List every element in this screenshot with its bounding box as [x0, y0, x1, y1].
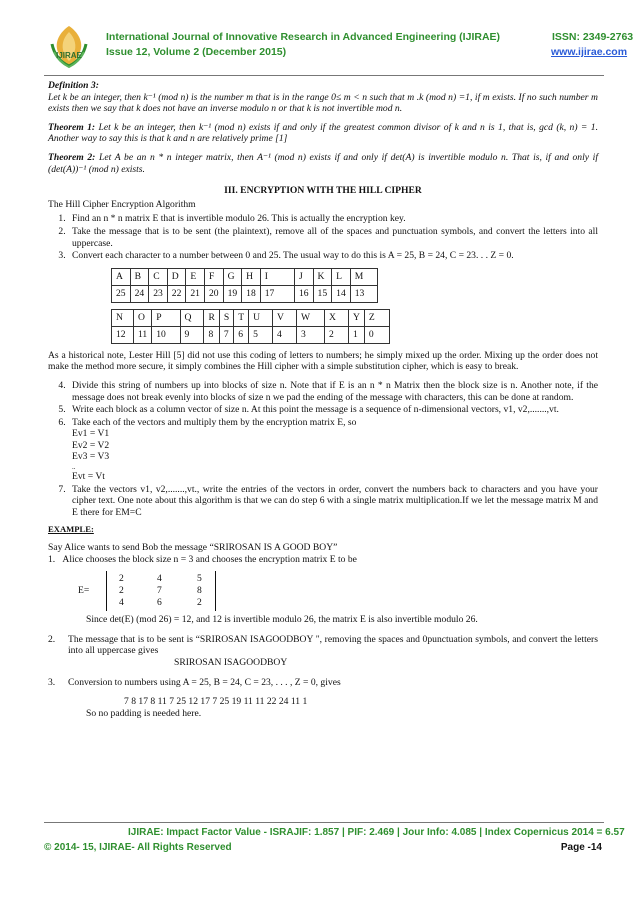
table-cell: 22 — [167, 285, 186, 302]
table-cell: 15 — [313, 285, 332, 302]
table-cell: 11 — [133, 326, 151, 343]
algorithm-step-3: 3. Convert each character to a number between 0 and 25. The usual way to do this is A = 25, B = 24, C = 23. . . Z = 0. — [68, 250, 598, 262]
table-cell: H — [242, 268, 261, 285]
issue-info: Issue 12, Volume 2 (December 2015) — [106, 46, 287, 58]
table-row — [112, 268, 378, 285]
issn: ISSN: 2349-2763 — [552, 31, 634, 43]
table-cell: 17 — [260, 285, 294, 302]
copyright: © 2014- 15, IJIRAE- All Rights Reserved — [44, 842, 232, 853]
table-row — [112, 285, 378, 302]
table-row — [112, 326, 390, 343]
table-cell: 9 — [180, 326, 204, 343]
matrix-label: E= — [78, 585, 90, 597]
table-cell: 7 — [219, 326, 233, 343]
table-cell: 0 — [364, 326, 389, 343]
table-cell: J — [294, 268, 313, 285]
matrix-brackets — [106, 571, 216, 611]
example-intro: Say Alice wants to send Bob the message “SRIROSAN IS A GOOD BOY” — [48, 542, 338, 554]
algorithm-step-6-text: Take each of the vectors and multiply them by the encryption matrix E, so — [72, 416, 357, 428]
table-cell: 24 — [130, 285, 149, 302]
table-cell: 14 — [332, 285, 351, 302]
table-cell: U — [249, 309, 273, 326]
matrix-cell: 2 — [119, 573, 124, 585]
table-cell: 21 — [186, 285, 205, 302]
table-cell: O — [133, 309, 151, 326]
determinant-note: Since det(E) (mod 26) = 12, and 12 is invertible modulo 26, the matrix E is also invertible modulo 26. — [86, 614, 478, 626]
article-body — [48, 80, 598, 719]
table-cell: 5 — [249, 326, 273, 343]
table-cell: S — [219, 309, 233, 326]
table-cell: W — [296, 309, 324, 326]
historical-note: As a historical note, Lester Hill [5] did not use this coding of letters to numbers; he simply mixed up the order. Mixing up the order does not make the method more secure, it simply combines the Hill cipher with a simple substitution cipher, which is easy to break. — [48, 349, 598, 373]
table-cell: 19 — [223, 285, 242, 302]
item-number: 1. — [48, 553, 56, 565]
page-number: Page -14 — [560, 842, 602, 853]
uppercase-result: SRIROSAN ISAGOODBOY — [174, 657, 288, 668]
table-cell: R — [204, 309, 219, 326]
table-cell: E — [186, 268, 205, 285]
table-cell: 12 — [112, 326, 134, 343]
table-cell: V — [273, 309, 297, 326]
table-cell: K — [313, 268, 332, 285]
journal-title-line — [106, 31, 634, 43]
definition-3 — [48, 80, 598, 115]
letter-table-2-wrap — [48, 309, 598, 344]
item-number: 3. — [48, 676, 56, 688]
table-cell: 4 — [273, 326, 297, 343]
table-cell: I — [260, 268, 294, 285]
theorem-2-label: Theorem 2: — [48, 151, 96, 163]
table-cell: T — [234, 309, 249, 326]
table-cell: N — [112, 309, 134, 326]
table-cell: F — [204, 268, 223, 285]
encryption-matrix — [48, 571, 598, 611]
table-cell: 1 — [348, 326, 364, 343]
theorem-1-text: Let k be an integer, then k⁻¹ (mod n) exists if and only if the greatest common divisor of k and n is 1, that is, gcd (k, n) = 1. Another way to say this is that k and n are relatively prime [1] — [48, 121, 598, 145]
table-cell: Y — [348, 309, 364, 326]
letter-number-table-a-m — [111, 268, 378, 303]
example-item-2 — [48, 634, 598, 657]
example-item-1 — [48, 554, 598, 566]
theorem-1 — [48, 122, 598, 145]
algorithm-step-7: 7. Take the vectors v1, v2,.......,vt., write the entries of the vectors in order, convert the numbers back to characters and you have your cipher text. One note about this algorithm is that we can do step 6 with a single matrix multiplication.If we let the message matrix M and E there for EM=C — [68, 484, 598, 519]
table-cell: 2 — [325, 326, 349, 343]
matrix-cell: 5 — [197, 573, 202, 585]
table-cell: Q — [180, 309, 204, 326]
padding-note: So no padding is needed here. — [86, 707, 202, 719]
table-cell: C — [149, 268, 168, 285]
footer-bottom-line — [44, 842, 602, 853]
table-cell: 3 — [296, 326, 324, 343]
journal-logo-icon — [44, 22, 94, 72]
svg-text:IJIRAE: IJIRAE — [56, 51, 82, 60]
example-item-3-text: Conversion to numbers using A = 25, B = 24, C = 23, . . . , Z = 0, gives — [68, 676, 341, 688]
algorithm-step-6 — [68, 417, 598, 483]
section-title: III. ENCRYPTION WITH THE HILL CIPHER — [224, 185, 422, 197]
algorithm-steps-4-7 — [48, 380, 598, 519]
theorem-2-text: Let A be an n * n integer matrix, then A⁻¹ (mod n) exists if and only if det(A) is invertible modulo n. That is, if and only if (det(A))⁻¹ (mod n) exists. — [48, 151, 598, 175]
equation-ellipsis: .. — [72, 463, 76, 472]
table-cell: 13 — [350, 285, 378, 302]
algorithm-step-2: 2. Take the message that is to be sent (the plaintext), remove all of the spaces and punctuation symbols, and convert the letters into all uppercase. — [68, 226, 598, 249]
algorithm-title: The Hill Cipher Encryption Algorithm — [48, 198, 196, 210]
impact-factor-line: IJIRAE: Impact Factor Value - ISRAJIF: 1.857 | PIF: 2.469 | Jour Info: 4.085 | Index Copernicus 2014 = 6.57 — [128, 827, 625, 838]
algorithm-steps-1-3 — [48, 213, 598, 261]
journal-header — [44, 22, 634, 74]
table-cell: 20 — [204, 285, 223, 302]
equation-line: Ev2 = V2 — [72, 439, 110, 451]
item-number: 2. — [48, 633, 56, 645]
table-cell: 8 — [204, 326, 219, 343]
journal-url-link[interactable]: www.ijirae.com — [551, 46, 628, 58]
definition-3-title: Definition 3: — [48, 80, 99, 91]
table-cell: B — [130, 268, 149, 285]
table-cell: D — [167, 268, 186, 285]
table-cell: G — [223, 268, 242, 285]
table-cell: X — [325, 309, 349, 326]
table-cell: 6 — [234, 326, 249, 343]
footer-divider — [44, 822, 604, 823]
table-cell: 25 — [112, 285, 131, 302]
table-cell: Z — [364, 309, 389, 326]
equation-line: Ev1 = V1 — [72, 428, 110, 440]
table-row — [112, 309, 390, 326]
matrix-cell: 2 — [119, 585, 124, 597]
algorithm-step-5: 5. Write each block as a column vector of size n. At this point the message is a sequence of n-dimensional vectors, v1, v2,.......,vt. — [68, 404, 598, 416]
matrix-cell: 7 — [157, 585, 162, 597]
table-cell: 18 — [242, 285, 261, 302]
example-item-2-text: The message that is to be sent is “SRIROSAN ISAGOODBOY ", removing the spaces and 0punctuation symbols, and convert the letters into all uppercase gives — [68, 633, 598, 657]
table-cell: P — [152, 309, 180, 326]
theorem-1-label: Theorem 1: — [48, 121, 96, 133]
table-cell: A — [112, 268, 131, 285]
example-title: EXAMPLE: — [48, 524, 94, 535]
table-cell: 16 — [294, 285, 313, 302]
algorithm-step-1: 1. Find an n * n matrix E that is invertible modulo 26. This is actually the encryption key. — [68, 213, 598, 225]
definition-3-text: Let k be an integer, then k⁻¹ (mod n) is the number m that is in the range 0≤ m < n such that m .k (mod n) =1, if m exists. If no such number m exists then we say that k does not have an inverse modulo n or that k is not invertible mod n. — [48, 91, 598, 115]
issue-line — [106, 46, 628, 58]
example-item-1-text: Alice chooses the block size n = 3 and chooses the encryption matrix E to be — [62, 553, 357, 565]
journal-name: International Journal of Innovative Research in Advanced Engineering (IJIRAE) — [106, 31, 501, 43]
table-cell: L — [332, 268, 351, 285]
matrix-cell: 8 — [197, 585, 202, 597]
letter-table-1-wrap — [48, 268, 598, 303]
table-cell: 23 — [149, 285, 168, 302]
theorem-2 — [48, 152, 598, 175]
numeric-sequence: 7 8 17 8 11 7 25 12 17 7 25 19 11 11 22 24 11 1 — [124, 696, 308, 708]
equation-line: Evt = Vt — [72, 471, 105, 483]
algorithm-step-4: 4. Divide this string of numbers up into blocks of size n. Note that if E is an n * n Matrix then the block size is n. Another note, if the message does not break evenly into blocks of size n we pad the ending of the message with characters, this can be done at random. — [68, 380, 598, 403]
header-divider — [44, 75, 604, 76]
equation-line: Ev3 = V3 — [72, 451, 110, 463]
example-item-3 — [48, 677, 598, 689]
matrix-cell: 4 — [157, 573, 162, 585]
table-cell: 10 — [152, 326, 180, 343]
table-cell: M — [350, 268, 378, 285]
matrix-cell: 6 — [157, 597, 162, 609]
matrix-cell: 4 — [119, 597, 124, 609]
matrix-cell: 2 — [197, 597, 202, 609]
letter-number-table-n-z — [111, 309, 390, 344]
